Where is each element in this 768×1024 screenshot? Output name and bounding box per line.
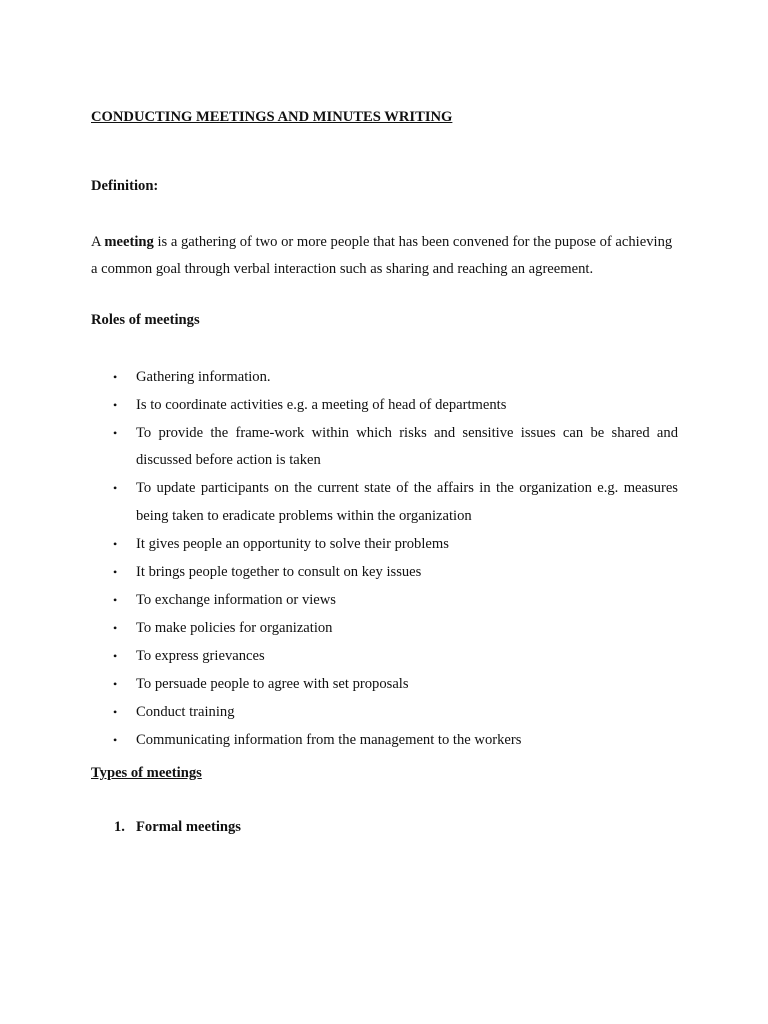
document-title: CONDUCTING MEETINGS AND MINUTES WRITING	[91, 109, 453, 125]
list-item	[0, 392, 678, 419]
list-item	[0, 531, 678, 558]
list-item-text: To persuade people to agree with set proposals	[136, 675, 409, 692]
list-item-text: To update participants on the current state of the affairs in the organization e.g. measures being taken to eradicate problems within the organization	[136, 480, 678, 524]
numbered-list-item	[114, 819, 241, 836]
list-item-text: To provide the frame-work within which risks and sensitive issues can be shared and discussed before action is taken	[136, 425, 678, 469]
list-item-text: Is to coordinate activities e.g. a meeting of head of departments	[136, 397, 507, 413]
definition-heading: Definition:	[91, 178, 159, 194]
list-item	[0, 699, 678, 726]
bullet-icon: •	[113, 426, 118, 440]
bullet-icon: •	[113, 704, 118, 719]
definition-term: meeting	[104, 234, 154, 250]
bullet-icon: •	[113, 676, 118, 691]
roles-list	[0, 364, 768, 755]
list-item-text: It gives people an opportunity to solve their problems	[136, 535, 449, 552]
list-item	[0, 671, 678, 698]
list-item-text: Gathering information.	[136, 369, 271, 385]
list-item-text: To exchange information or views	[136, 591, 336, 608]
bullet-icon: •	[113, 370, 118, 384]
bullet-icon: •	[113, 398, 118, 412]
bullet-icon: •	[113, 648, 118, 663]
list-item	[0, 615, 678, 642]
definition-paragraph	[91, 229, 679, 283]
list-item-label: Formal meetings	[136, 819, 241, 835]
list-item-text: Conduct training	[136, 703, 235, 720]
list-item	[0, 643, 678, 670]
list-item	[0, 559, 678, 586]
list-item-text: Communicating information from the management to the workers	[136, 731, 522, 748]
bullet-icon: •	[113, 481, 118, 496]
roles-heading: Roles of meetings	[91, 312, 200, 328]
list-item	[0, 364, 678, 391]
list-item-text: It brings people together to consult on key issues	[136, 563, 422, 580]
list-item-text: To express grievances	[136, 647, 265, 664]
list-item	[0, 587, 678, 614]
list-item-text: To make policies for organization	[136, 619, 333, 636]
bullet-icon: •	[113, 592, 118, 607]
bullet-icon: •	[113, 536, 118, 551]
definition-text: is a gathering of two or more people that has been convened for the pupose of achieving a common goal through verbal interaction such as sharing and reaching an agreement.	[91, 234, 673, 277]
types-heading: Types of meetings	[91, 765, 202, 781]
list-item	[0, 475, 678, 530]
definition-prefix: A	[91, 234, 105, 250]
bullet-icon: •	[113, 620, 118, 635]
list-item	[0, 727, 678, 754]
list-number: 1.	[114, 819, 125, 835]
list-item	[0, 420, 678, 475]
bullet-icon: •	[113, 732, 118, 747]
bullet-icon: •	[113, 564, 118, 579]
